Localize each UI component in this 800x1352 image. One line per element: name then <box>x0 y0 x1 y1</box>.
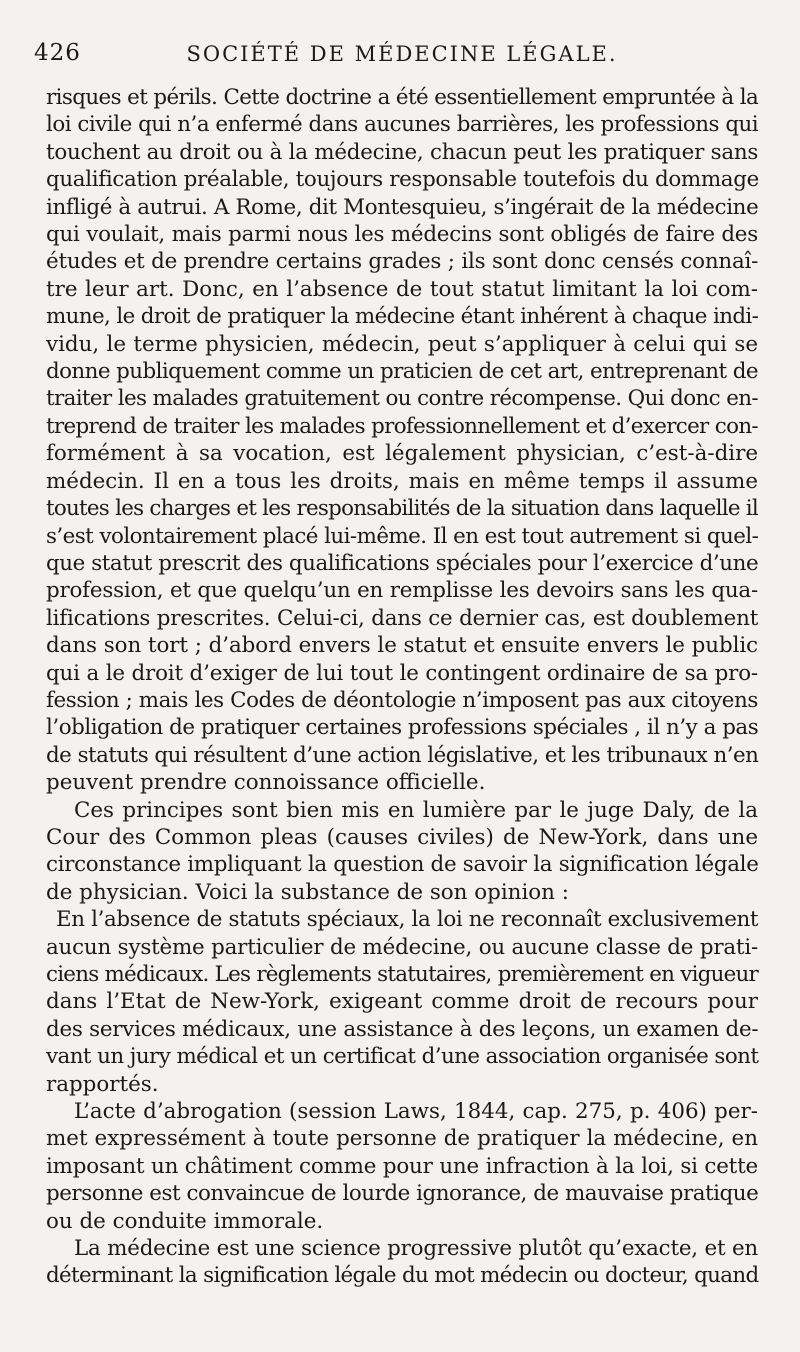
text-line: tre leur art. Donc, en l’absence de tout statut limitant la loi com- <box>46 276 758 302</box>
text-line: toutes les charges et les responsabilités de la situation dans laquelle il <box>46 496 758 522</box>
text-line: de statuts qui résultent d’une action législative, et les tribunaux n’en <box>46 742 759 768</box>
text-line: études et de prendre certains grades ; ils sont donc censés connaî- <box>46 249 759 275</box>
text-line: s’est volontairement placé lui-même. Il en est tout autrement si quel- <box>46 523 759 549</box>
text-line: L’acte d’abrogation (session Laws, 1844, cap. 275, p. 406) per- <box>74 1099 758 1125</box>
text-line: risques et périls. Cette doctrine a été essentiellement empruntée à la <box>46 85 759 110</box>
text-line: qui voulait, mais parmi nous les médecins sont obligés de faire des <box>46 222 758 248</box>
text-line: mune, le droit de pratiquer la médecine étant inhérent à chaque indi- <box>46 304 759 330</box>
text-line: médecin. Il en a tous les droits, mais en même temps il assume <box>46 468 758 494</box>
text-line: lifications prescrites. Celui-ci, dans ce dernier cas, est doublement <box>46 605 759 631</box>
page-header <box>34 36 758 76</box>
text-line: loi civile qui n’a enfermé dans aucunes barrières, les professions qui <box>46 112 759 138</box>
text-line: qui a le droit d’exiger de lui tout le contingent ordinaire de sa pro- <box>46 660 758 686</box>
text-line: dans l’Etat de New-York, exigeant comme droit de recours pour <box>46 989 758 1015</box>
text-line: traiter les malades gratuitement ou contre récompense. Qui donc en- <box>46 386 758 412</box>
text-line: que statut prescrit des qualifications spéciales pour l’exercice d’une <box>46 550 759 576</box>
text-line: La médecine est une science progressive plutôt qu’exacte, et en <box>74 1236 758 1262</box>
text-line: de physician. Voici la substance de son opinion : <box>46 879 569 905</box>
text-line: vant un jury médical et un certificat d’une association organisée sont <box>46 1044 759 1070</box>
text-line: aucun système particulier de médecine, ou aucune classe de prati- <box>46 934 758 960</box>
text-line: infligé à autrui. A Rome, dit Montesquieu, s’ingérait de la médecine <box>46 194 759 220</box>
text-line: qualification préalable, toujours responsable toutefois du dommage <box>46 167 759 193</box>
text-line: circonstance impliquant la question de savoir la signification légale <box>46 852 759 878</box>
text-line: En l’absence de statuts spéciaux, la loi ne reconnaît exclusivement <box>56 907 759 933</box>
text-line: imposant un châtiment comme pour une infraction à la loi, si cette <box>46 1153 758 1179</box>
text-line: des services médicaux, une assistance à des leçons, un examen de- <box>46 1016 759 1042</box>
text-line: ou de conduite immorale. <box>46 1208 324 1234</box>
text-line: formément à sa vocation, est légalement physician, c’est-à-dire <box>46 441 758 467</box>
text-line: touchent au droit ou à la médecine, chacun peut les pratiquer sans <box>46 139 759 165</box>
text-line: ciens médicaux. Les règlements statutaires, premièrement en vigueur <box>46 962 758 987</box>
running-title: SOCIÉTÉ DE MÉDECINE LÉGALE. <box>186 42 618 66</box>
text-line: fession ; mais les Codes de déontologie n’imposent pas aux citoyens <box>46 687 758 713</box>
text-line: peuvent prendre connoissance officielle. <box>46 770 486 796</box>
text-line: treprend de traiter les malades professionnellement et d’exercer con- <box>46 413 758 439</box>
body-text <box>46 84 758 1290</box>
text-line: Cour des Common pleas (causes civiles) de New-York, dans une <box>46 824 758 850</box>
text-line: rapportés. <box>46 1071 159 1097</box>
text-line: personne est convaincue de lourde ignorance, de mauvaise pratique <box>46 1181 759 1207</box>
page-number: 426 <box>34 40 81 66</box>
text-line: déterminant la signification légale du mot médecin ou docteur, quand <box>46 1263 759 1289</box>
text-line: dans son tort ; d’abord envers le statut et ensuite envers le public <box>46 633 759 659</box>
text-line: profession, et que quelqu’un en remplisse les devoirs sans les qua- <box>46 578 758 604</box>
text-line: l’obligation de pratiquer certaines professions spéciales , il n’y a pas <box>46 715 759 741</box>
text-line: vidu, le terme physicien, médecin, peut s’appliquer à celui qui se <box>46 331 758 357</box>
text-line: Ces principes sont bien mis en lumière par le juge Daly, de la <box>74 797 758 823</box>
text-line: met expressément à toute personne de pratiquer la médecine, en <box>46 1126 758 1152</box>
text-line: donne publiquement comme un praticien de cet art, entreprenant de <box>46 359 758 385</box>
